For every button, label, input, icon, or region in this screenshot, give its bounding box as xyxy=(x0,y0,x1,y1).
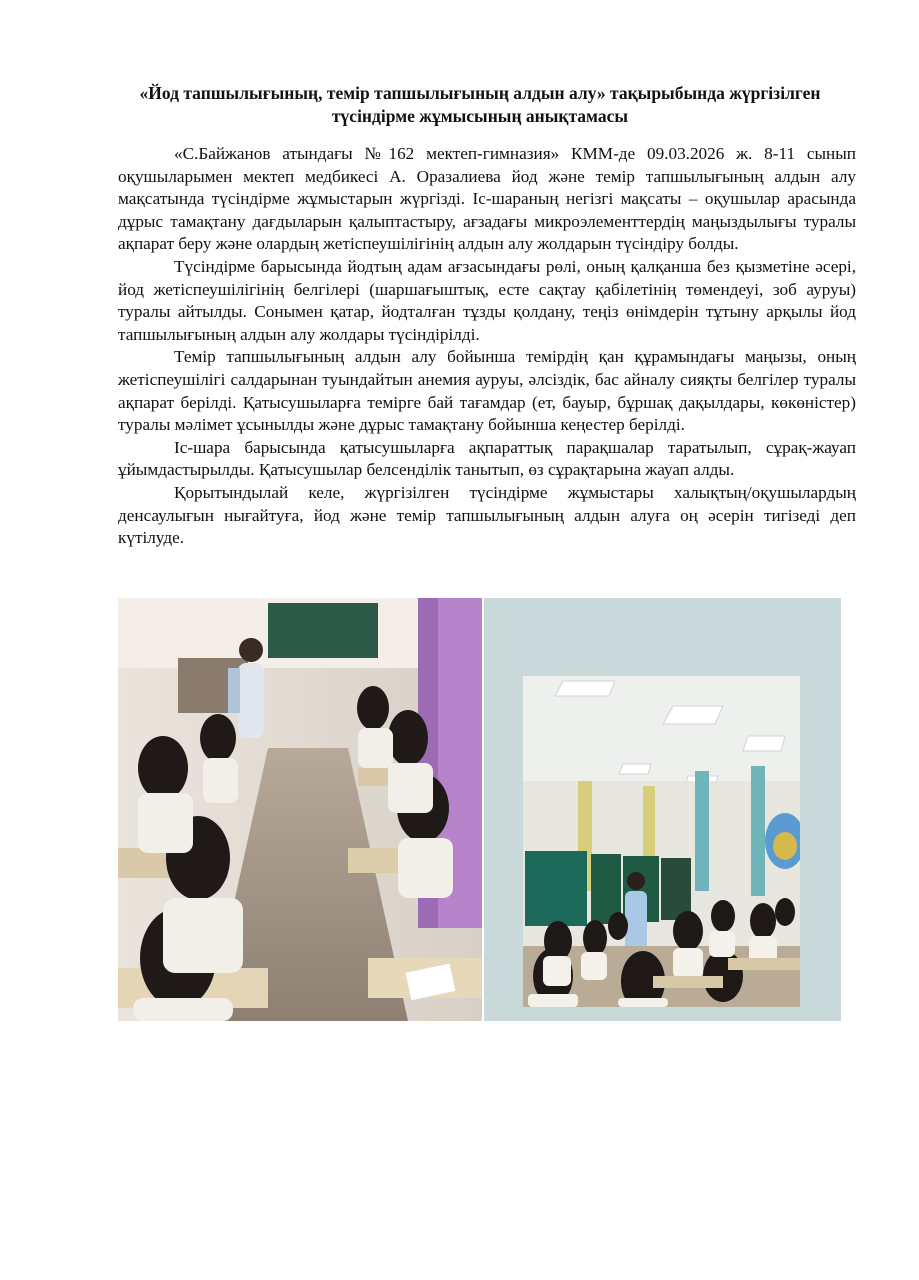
paragraph-iodine: Түсіндірме барысында йодтың адам ағзасындағы рөлі, оның қалқанша без қызметіне әсері, йод жетіспеушілігінің белгілері (шаршағыштық, есте сақтау қабілетінің төмендеуі, зоб ауруы) туралы айтылды. Сонымен қатар, йодталған тұзды қолдану, теңіз өнімдерін тұтыну арқылы йод тапшылығының алдын алу жолдары түсіндірілді. xyxy=(118,256,856,344)
document-body xyxy=(118,143,856,550)
title-line-2: түсіндірме жұмысының анықтамасы xyxy=(331,106,629,126)
document-title xyxy=(100,82,860,128)
paragraph-conclusion: Қорытындылай келе, жүргізілген түсіндірме жұмыстары халықтың/оқушылардың денсаулығын нығайтуға, йод және темір тапшылығының алдын алуға оң әсерін тигізеді деп күтілуде. xyxy=(118,482,856,548)
paragraph-iron: Темір тапшылығының алдын алу бойынша темірдің қан құрамындағы маңызы, оның жетіспеушілігі салдарынан туындайтын анемия ауруы, әлсіздік, бас айналу сияқты белгілер туралы ақпарат берілді. Қатысушыларға темірге бай тағамдар (ет, бауыр, бұршақ дақылдары, көкөністер) туралы мәлімет ұсынылды және дұрыс тамақтану бойынша кеңестер берілді. xyxy=(118,347,856,435)
paragraph-intro: «С.Байжанов атындағы №162 мектеп-гимназия» КММ-де 09.03.2026 ж. 8-11 сынып оқушыларымен мектеп медбикесі А. Оразалиева йод және темір тапшылығының алдын алу мақсатында түсіндірме жұмыстарын жүргізді. Іс-шараның негізгі мақсаты – оқушылар арасында дұрыс тамақтану дағдыларын қалыптастыру, ағзадағы микроэлементтердің маңыздылығы туралы ақпарат беру және олардың жетіспеушілігінің алдын алу жолдарын түсіндіру болды. xyxy=(118,144,856,254)
title-line-1: «Йод тапшылығының, темір тапшылығының алдын алу» тақырыбында жүргізілген xyxy=(139,83,821,103)
classroom-photo-left xyxy=(118,598,482,1021)
paragraph-event: Іс-шара барысында қатысушыларға ақпараттық парақшалар таратылып, сұрақ-жауап ұйымдастырылды. Қатысушылар белсенділік танытып, өз сұрақтарына жауап алды. xyxy=(118,437,856,480)
classroom-photo-right xyxy=(523,676,800,1007)
